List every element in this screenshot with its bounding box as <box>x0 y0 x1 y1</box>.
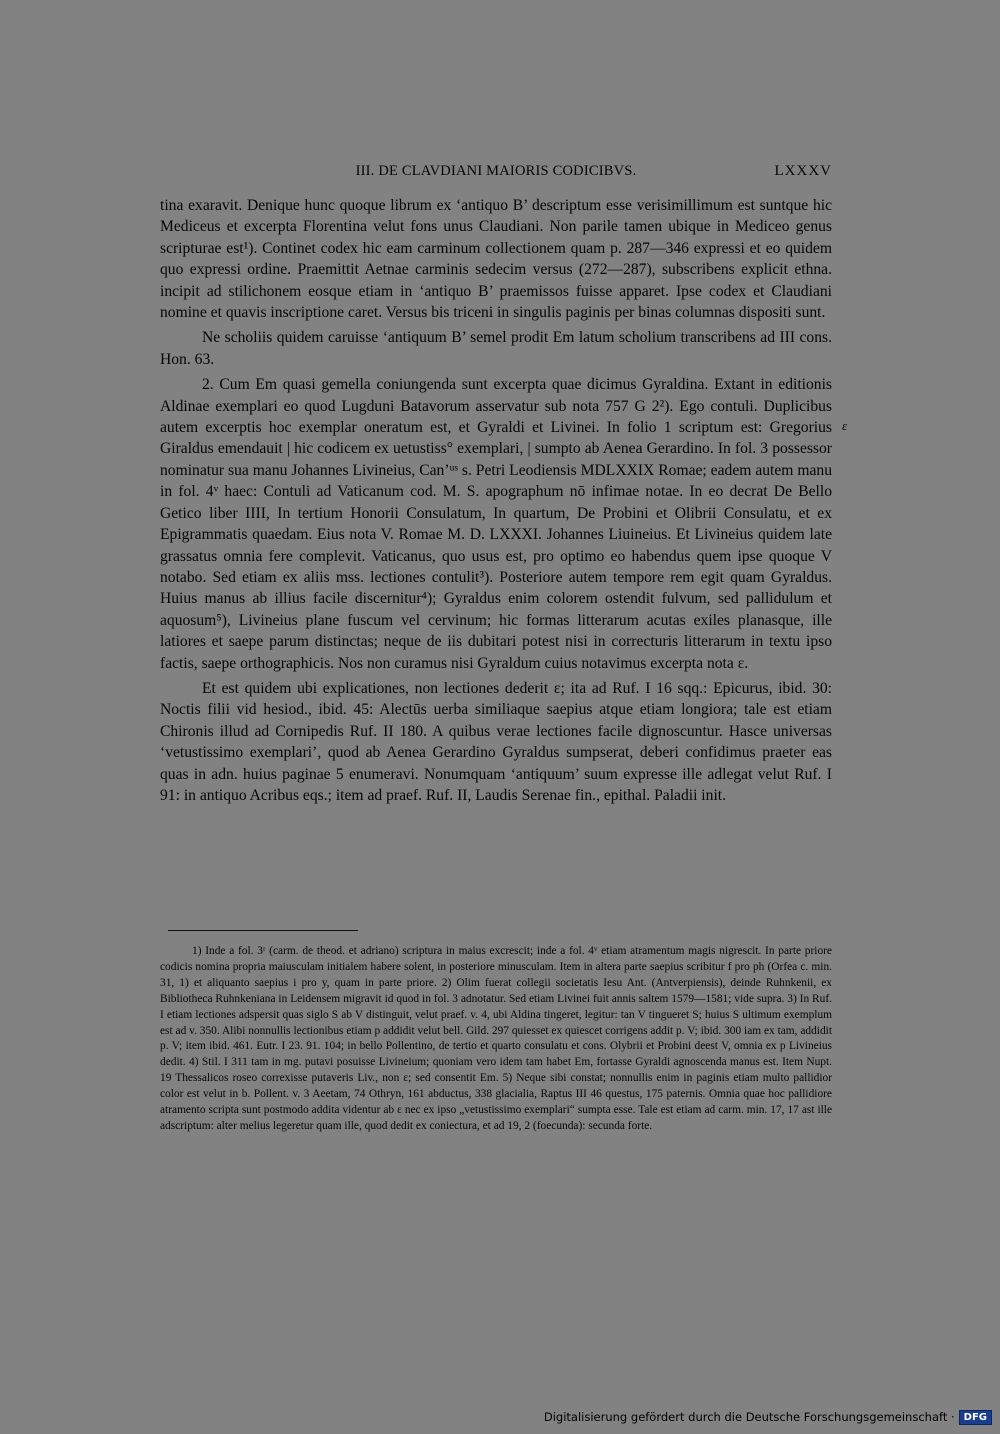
main-text <box>160 195 832 806</box>
paragraph: tina exaravit. Denique hunc quoque librum ex ‘antiquo B’ descriptum esse verisimillimum est suntque hic Mediceus et excerpta Florentina velut fons unus Claudiani. Non parile tamen ubique in Mediceo genus scripturae est¹). Continet codex hic eam carminum collectionem quam p. 287—346 expressi et eo quidem quo expressi ordine. Praemittit Aetnae carminis sedecim versus (272—287), subscribens explicit ethna. incipit ad stilichonem eosque etiam in ‘antiquo B’ praemissos fuisse apparet. Ipse codex et Claudiani nomine et quavis inscriptione caret. Versus bis triceni in singulis paginis per binas columnas dispositi sunt. <box>160 197 832 322</box>
page-number: LXXXV <box>774 163 832 179</box>
paragraph: Et est quidem ubi explicationes, non lectiones dederit ε; ita ad Ruf. I 16 sqq.: Epicurus, ibid. 30: Noctis filii vid hesiod., ibid. 45: Alectūs uerba similiaque saepius atque etiam longiora; tale est etiam Chironis illud ad Cornipedis Ruf. II 180. A quibus verae lectiones facile dignoscuntur. Hasce universas ‘vetustissimo exemplari’, quod ab Aenea Gerardino Gyraldus sumpserat, deberi confidimus praeter eas quas in adn. huius paginae 5 enumeravi. Nonumquam ‘antiquum’ suum expresse ille adlegat velut Ruf. I 91: in antiquo Acribus eqs.; item ad praef. Ruf. II, Laudis Serenae fin., epithal. Paladii init. <box>160 679 832 804</box>
credit-text: Digitalisierung gefördert durch die Deutsche Forschungsgemeinschaft · <box>543 1410 955 1424</box>
footnote-block: 1) Inde a fol. 3ʳ (carm. de theod. et adriano) scriptura in maius excrescit; inde a fol. 4ᵛ etiam atramentum magis nigrescit. In parte priore codicis nomina propria maiusculam initialem habere solent, in posteriore minusculam. Item in altera parte saepius scribitur f pro ph (Orfea c. min. 31, 1) et aliquanto saepius i pro y, quam in parte priore. 2) Olim fuerat collegii societatis Iesu Ant. (Antverpiensis), deinde Ruhnkenii, ex Bibliotheca Ruhnkeniana in Leidensem migravit id quod in fol. 3 adnotatur. Sed etiam Livinei fuit annis saltem 1579—1581; vide supra. 3) In Ruf. I etiam lectiones adspersit quas siglo S ab V distinguit, velut praef. v. 4, ubi Aldina tingeret, legitur: tan V tingueret S; huius S ultimum exemplum est ad v. 350. Alibi nonnullis lectionibus etiam p addidit velut bell. Gild. 297 quiesset ex quiescet corrigens addit p. V; ibid. 300 iam ex tam, addidit p. V; item ibid. 461. Eutr. I 23. 91. 104; in bello Pollentino, de tertio et quarto consulatu et cons. Olybrii et Probini deest V, omnia ex p Livineius dedit. 4) Stil. I 311 tam in mg. putavi posuisse Livineium; quoniam vero idem tam habet Em, fortasse Gyraldi agnoscenda manus est. Item Nupt. 19 Thessalicos roseo correxisse putaveris Liv., non ε; sed consentit Em. 5) Neque sibi constat; nonnullis enim in paginis etiam multo pallidior color est velut in b. Pollent. v. 3 Aeetam, 74 Othryn, 161 abductus, 338 glacialia, Raptus III 46 questus, 175 paternis. Omnia quae hoc pallidiore atramento scripta sunt postmodo addita videntur ab ε nec ex ipso „vetustissimo exemplari“ sumpta esse. Tale est etiam ad carm. min. 17, 17 ast ille adscriptum: alter melius legeretur quam ille, quod dedit ex coniectura, et ad 19, 2 (foecunda): secunda forte. <box>160 945 832 1132</box>
paragraph: 2. Cum Em quasi gemella coniungenda sunt excerpta quae dicimus Gyraldina. Extant in editionis Aldinae exemplari eo quod Lugduni Batavorum asservatur sub nota 757 G 2²). Ego contuli. Duplicibus autem excerptis hoc exemplar oneratum est, et Gyraldi et Livinei. In folio 1 scriptum est: Gregorius Giraldus emendauit | hic codicem ex uetustiss° exemplari, | sumpto ab Aenea Gerardino. In fol. 3 possessor nominatur sua manu Johannes Livineius, Can’ᵘˢ s. Petri Leodiensis MDLXXIX Romae; eadem autem manu in fol. 4ᵛ haec: Contuli ad Vaticanum cod. M. S. apographum nō infimae notae. In eo decrat De Bello Getico liber IIII, In tertium Honorii Consulatum, In quartum, De Probini et Olibrii Consulatu, et ex Epigrammatis quaedam. Eius nota V. Romae M. D. LXXXI. Johannes Liuineius. Et Livineius quidem late grassatus omnia fere complevit. Vaticanus, quo usus est, pro optimo eo habendus quem ipse quoque V notabo. Sed etiam ex aliis mss. lectiones contulit³). Posteriore autem tempore rem egit quam Gyraldus. Huius manus ab illius facile discernitur⁴); Gyraldus enim colorem ostendit fulvum, sed pallidulum et aquosum⁵), Livineius plane fuscum vel cervinum; hic formas litterarum acutas exiles planasque, ille latiores et saepe parum distinctas; neque de iis dubitari potest nisi in correcturis litterarum in textu ipso factis, saepe orthographicis. Nos non curamus nisi Gyraldum cuius notavimus excerpta nota ε. <box>160 376 832 672</box>
margin-siglum: ε <box>842 418 848 433</box>
page-title: III. DE CLAVDIANI MAIORIS CODICIBVS. <box>355 163 637 179</box>
paragraph: Ne scholiis quidem caruisse ‘antiquum B’ semel prodit Em latum scholium transcribens ad III cons. Hon. 63. <box>160 329 832 368</box>
footnotes <box>160 944 832 1135</box>
running-head <box>160 163 832 183</box>
funding-credit <box>544 1408 992 1426</box>
dfg-logo-icon: DFG <box>959 1410 992 1425</box>
footnote-rule <box>168 930 358 931</box>
